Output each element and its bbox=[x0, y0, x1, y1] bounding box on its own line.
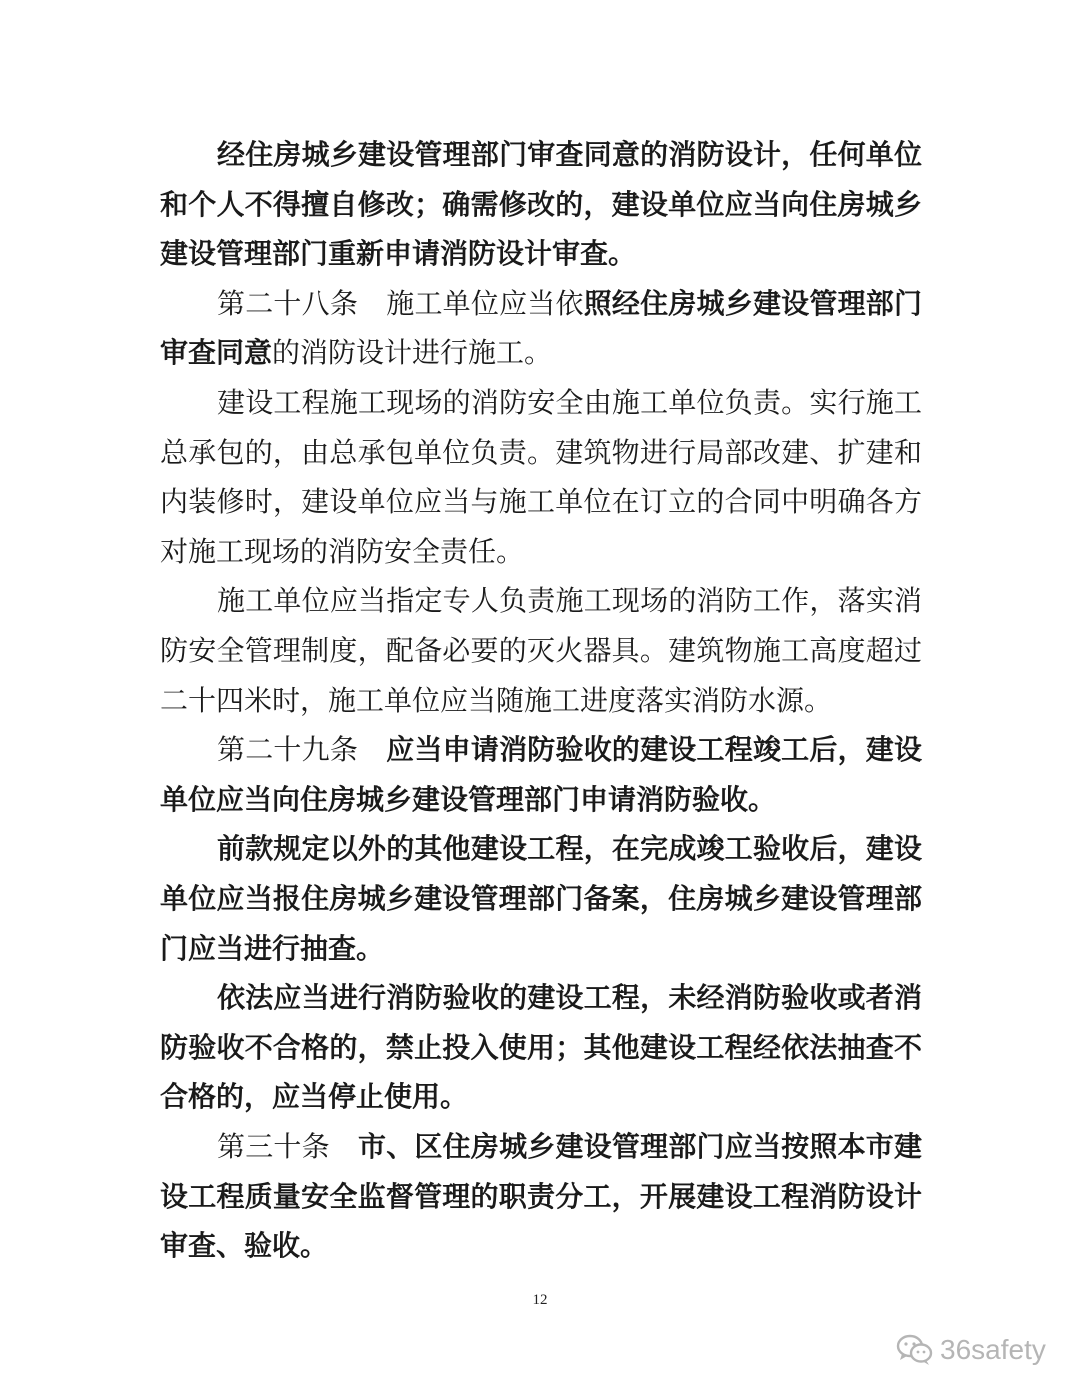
text-segment: 市、区住房城乡建设管理部门应当按照本市建 bbox=[358, 1130, 922, 1163]
wechat-icon bbox=[896, 1333, 934, 1367]
text-line: 施工单位应当指定专人负责施工现场的消防工作，落实消 bbox=[217, 584, 922, 618]
text-line: 审查、验收。 bbox=[160, 1229, 329, 1263]
text-line: 对施工现场的消防安全责任。 bbox=[160, 534, 525, 568]
text-line bbox=[217, 279, 922, 329]
text-line: 合格的，应当停止使用。 bbox=[160, 1080, 469, 1114]
text-segment: 审查同意 bbox=[160, 336, 273, 370]
text-line: 和个人不得擅自修改；确需修改的，建设单位应当向住房城乡 bbox=[160, 187, 922, 221]
text-line: 建设工程施工现场的消防安全由施工单位负责。实行施工 bbox=[217, 386, 922, 419]
text-segment: 的消防设计进行施工。 bbox=[272, 336, 553, 370]
text-segment: 第二十九条 bbox=[217, 733, 387, 767]
text-line: 单位应当向住房城乡建设管理部门申请消防验收。 bbox=[160, 782, 777, 816]
text-line: 总承包的，由总承包单位负责。建筑物进行局部改建、扩建和 bbox=[160, 435, 922, 469]
text-line: 单位应当报住房城乡建设管理部门备案，住房城乡建设管理部 bbox=[160, 882, 922, 915]
text-segment: 应当申请消防验收的建设工程竣工后，建设 bbox=[386, 733, 922, 767]
text-segment: 第三十条 bbox=[217, 1130, 359, 1163]
text-line: 防验收不合格的，禁止投入使用；其他建设工程经依法抽查不 bbox=[160, 1030, 922, 1064]
text-line: 建设管理部门重新申请消防设计审查。 bbox=[160, 237, 637, 271]
text-segment: 第二十八条 施工单位应当依 bbox=[217, 286, 584, 320]
text-line: 内装修时，建设单位应当与施工单位在订立的合同中明确各方 bbox=[160, 485, 922, 519]
watermark bbox=[896, 1330, 1046, 1370]
text-line: 经住房城乡建设管理部门审查同意的消防设计，任何单位 bbox=[217, 138, 922, 171]
text-segment: 照经住房城乡建设管理部门 bbox=[583, 286, 922, 320]
text-line: 依法应当进行消防验收的建设工程，未经消防验收或者消 bbox=[217, 981, 922, 1015]
watermark-text: 36safety bbox=[940, 1334, 1046, 1365]
text-line: 前款规定以外的其他建设工程，在完成竣工验收后，建设 bbox=[217, 832, 922, 866]
text-line: 二十四米时，施工单位应当随施工进度落实消防水源。 bbox=[160, 683, 833, 717]
text-line: 设工程质量安全监督管理的职责分工，开展建设工程消防设计 bbox=[160, 1179, 922, 1213]
text-line: 防安全管理制度，配备必要的灭火器具。建筑物施工高度超过 bbox=[160, 634, 922, 667]
text-line bbox=[217, 725, 922, 775]
page-number: 12 bbox=[532, 1292, 548, 1308]
text-line bbox=[217, 1122, 922, 1172]
text-line: 门应当进行抽查。 bbox=[160, 931, 385, 965]
text-line bbox=[160, 328, 922, 378]
